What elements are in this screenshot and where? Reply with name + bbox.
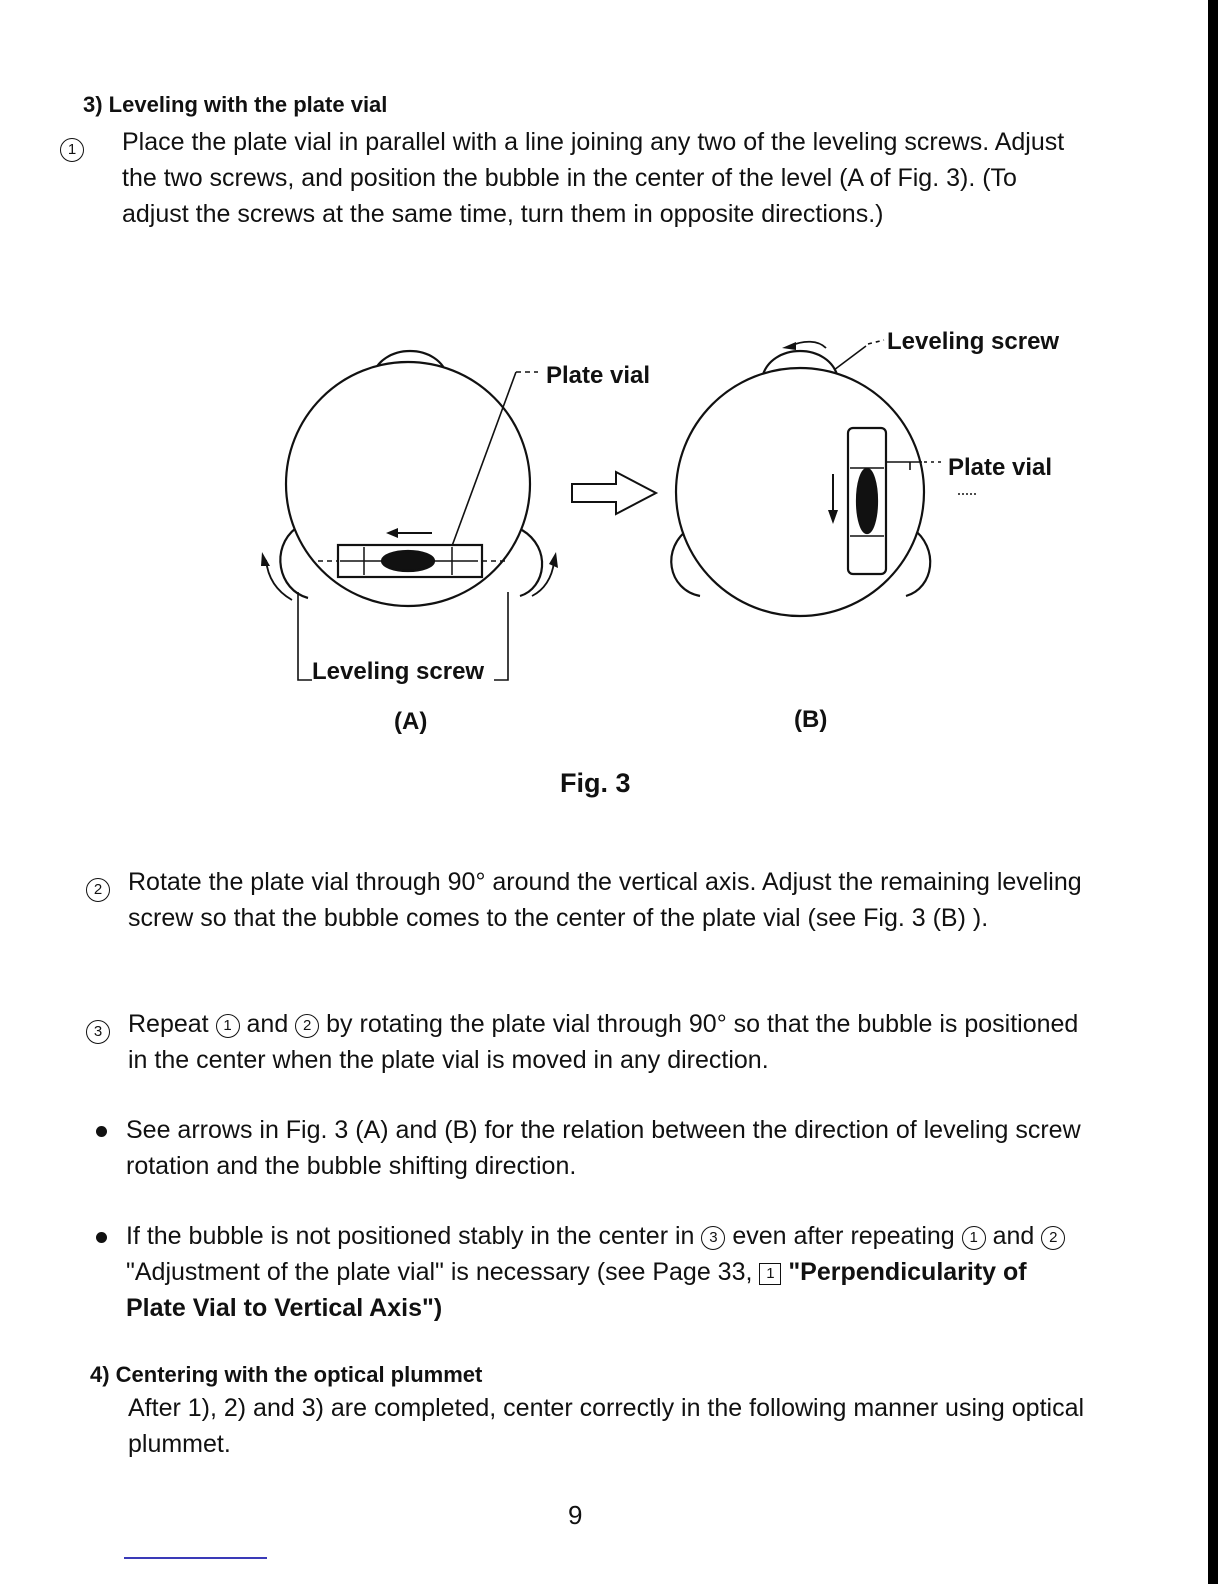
step-2 (86, 864, 1086, 936)
diagram-b-leveling-screw-leader (834, 346, 866, 370)
diagram-a-leveling-screw-label: Leveling screw (312, 658, 485, 685)
note-bullet-2-mid1: even after repeating (732, 1222, 955, 1250)
note-bullet-2-pre: If the bubble is not positioned stably in the center in (126, 1222, 695, 1250)
section-3-heading: 3) Leveling with the plate vial (83, 92, 388, 117)
step-3-ref-2: 2 (295, 1014, 319, 1038)
diagram-a-leveling-screw-bracket (298, 592, 312, 680)
step-2-text: Rotate the plate vial through 90° around the vertical axis. Adjust the remaining leveling screw so that the bubble comes to the center of the plate vial (see Fig. 3 (B) ). (128, 868, 1082, 932)
step-1-marker: 1 (60, 138, 84, 162)
diagram-b-leveling-screw-label: Leveling screw (887, 328, 1060, 355)
note-bullet-1 (96, 1112, 1086, 1184)
step-3 (86, 1006, 1086, 1078)
step-2-marker: 2 (86, 878, 110, 902)
note-bullet-2-box-ref: 1 (759, 1263, 781, 1285)
diagram-a-right-screw (520, 530, 542, 596)
diagram-b-plate-vial-label: Plate vial (948, 454, 1053, 481)
page-number: 9 (568, 1500, 583, 1530)
bullet-dot-icon (96, 1232, 107, 1243)
step-3-pre: Repeat (128, 1010, 209, 1038)
diagram-b (671, 340, 976, 616)
diagram-a (261, 351, 558, 680)
note-bullet-2-mid2: and (992, 1222, 1035, 1250)
figure-caption: Fig. 3 (560, 768, 631, 798)
note-bullet-2-ref-1: 1 (962, 1226, 986, 1250)
note-bullet-2 (96, 1218, 1086, 1326)
note-bullet-2-ref-2: 2 (1041, 1226, 1065, 1250)
note-bullet-2-bold-ref: "Perpendicularity of Plate Vial to Vertical Axis") (126, 1258, 1027, 1322)
footer-rule (124, 1557, 267, 1559)
section-4-heading: 4) Centering with the optical plummet (90, 1362, 483, 1387)
note-bullet-1-text: See arrows in Fig. 3 (A) and (B) for the relation between the direction of leveling screw rotation and the bubble shifting direction. (126, 1116, 1081, 1180)
note-bullet-2-mid3: "Adjustment of the plate vial" is necessary (see Page 33, (126, 1258, 753, 1286)
diagram-a-bubble (382, 551, 434, 571)
diagram-a-caption: (A) (394, 708, 428, 735)
step-3-marker: 3 (86, 1020, 110, 1044)
note-bullet-2-ref-3: 3 (701, 1226, 725, 1250)
step-3-mid: and (246, 1010, 289, 1038)
section-4-text: After 1), 2) and 3) are completed, center correctly in the following manner using optical plummet. (128, 1394, 1085, 1458)
step-3-post: by rotating the plate vial through 90° so that the bubble is positioned in the center when the plate vial is moved in any direction. (128, 1010, 1079, 1074)
step-3-ref-1: 1 (216, 1014, 240, 1038)
direction-arrow-icon (572, 472, 656, 514)
bullet-dot-icon (96, 1126, 107, 1137)
diagram-b-bubble (857, 469, 877, 533)
diagram-b-caption: (B) (794, 706, 828, 733)
step-1-text: Place the plate vial in parallel with a line joining any two of the leveling screws. Adjust the two screws, and position the bubble in the center of the level (A of Fig. 3). (To adjust the screws at the same time, turn them in opposite directions.) (122, 128, 1065, 228)
diagram-a-plate-vial-label: Plate vial (546, 362, 651, 389)
